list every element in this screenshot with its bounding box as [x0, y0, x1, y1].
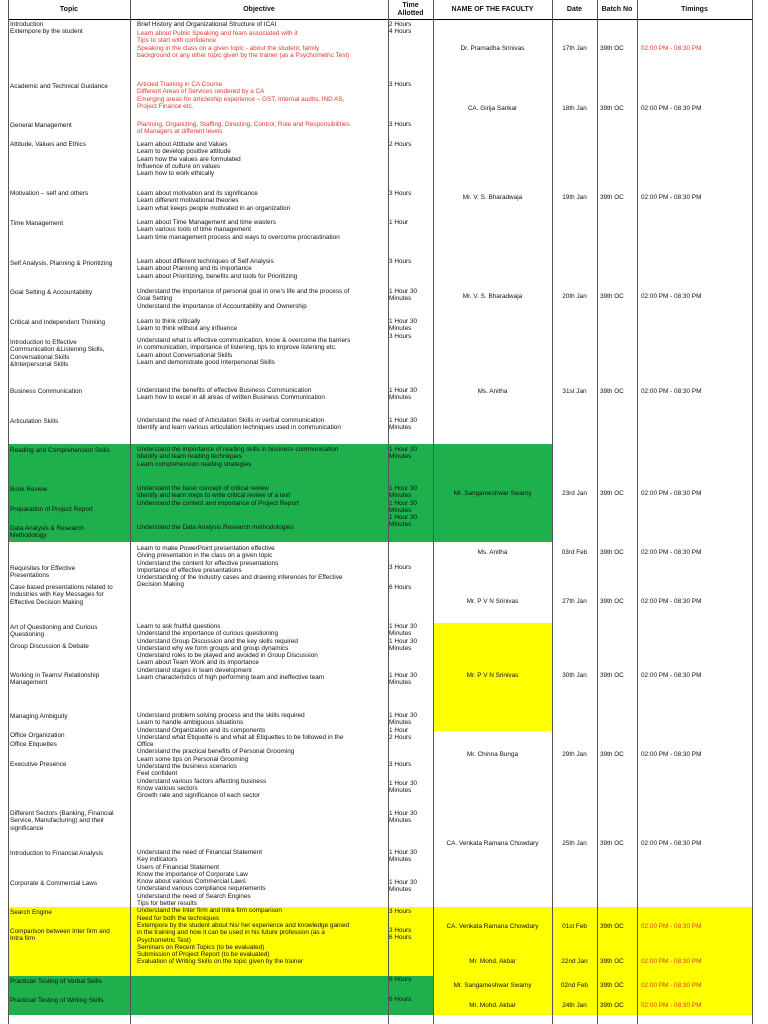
session-timings: 02:00 PM - 08:30 PM — [641, 293, 702, 300]
time-allotted-cell: 1 Hour 30 Minutes — [389, 387, 418, 402]
time-allotted-cell: 1 Hour 30 Minutes 3 Hours — [389, 318, 418, 340]
topic-cell: Managing Ambiguity — [10, 713, 68, 720]
objective-cell: Understand the basic concept of critical review Identify and learn steps to write critical review of a text Understand the content and importance of Project Report — [137, 485, 299, 507]
session-timings: 02:00 PM - 08:30 PM — [641, 1002, 702, 1009]
faculty-name: CA. Venkata Ramana Chowdary — [446, 840, 539, 847]
grid-line — [637, 0, 638, 1024]
session-timings: 02:00 PM - 08:30 PM — [641, 982, 702, 989]
faculty-name: Mr. Chinna Bunga — [466, 751, 519, 758]
topic-cell: Data Analysis & Research Methodology — [10, 525, 84, 540]
faculty-name: Ms. Anitha — [477, 388, 508, 395]
batch-number: 39th OC — [600, 751, 624, 758]
header-date: Date — [552, 0, 597, 20]
session-date: 24th Jan — [562, 1002, 587, 1009]
topic-cell: Art of Questioning and Curious Questioning — [10, 624, 98, 639]
session-date: 03rd Feb — [561, 549, 588, 556]
session-timings: 02:00 PM - 08:30 PM — [641, 598, 702, 605]
topic-cell: Self Analysis, Planning & Prioritizing — [10, 260, 113, 267]
faculty-name: CA. Girija Sankar — [467, 105, 518, 112]
session-date: 31st Jan — [562, 388, 587, 395]
objective-cell: Learn about Time Management and time wasters Learn various tools of time management Learn time management process and ways to overcome procrastination — [137, 219, 340, 241]
time-allotted-cell: 3 Hours — [389, 190, 412, 197]
session-date: 22nd Jan — [561, 958, 588, 965]
header-topic: Topic — [8, 0, 130, 20]
time-allotted-cell: 3 Hours 6 Hours — [389, 927, 412, 942]
faculty-name: Mr. Sangameshwar Swamy — [453, 982, 532, 989]
header-timings: Timings — [637, 0, 752, 20]
header-objective: Objective — [130, 0, 388, 20]
time-allotted-cell: 1 Hour 30 Minutes 1 Hour 30 Minutes 1 Hour 30 Minutes — [389, 485, 418, 529]
session-date: 01st Feb — [562, 923, 587, 930]
time-allotted-cell: 3 Hours — [389, 908, 412, 915]
batch-number: 39th OC — [600, 194, 624, 201]
session-timings: 02:00 PM - 08:30 PM — [641, 840, 702, 847]
session-timings: 02:00 PM - 08:30 PM — [641, 45, 702, 52]
session-date: 17th Jan — [562, 45, 587, 52]
time-allotted-cell: 3 Hours — [389, 761, 412, 768]
objective-cell: Learn to ask fruitful questions Understand the importance of curious questioning Understand Group Discussion and the key skills required Understand why we form groups and group dynamics Understand roles to be played and avoided in Group Discussion Learn about Team Work and its importance Understand stages in team development Learn characteristics of high performing team and ineffective team — [137, 623, 325, 682]
topic-cell: Case based presentations related to Industries with Key Messages for Effective Decision Making — [10, 584, 113, 606]
header-batch: Batch No — [597, 0, 637, 20]
batch-number: 39th OC — [600, 982, 624, 989]
topic-cell: Practical/ Testing of Writing Skills — [10, 997, 104, 1004]
topic-cell: Articulation Skills — [10, 418, 59, 425]
time-allotted-cell: 1 Hour 30 Minutes — [389, 672, 418, 687]
session-timings: 02:00 PM - 08:30 PM — [641, 105, 702, 112]
objective-cell: Learn about motivation and its significance Learn different motivational theories Learn what keeps people motivated in an organization — [137, 190, 291, 212]
objective-cell: Understand the need of Articulation Skills in verbal communication Identify and learn various articulation techniques used in communication — [137, 417, 341, 432]
time-allotted-cell: 1 Hour 30 Minutes — [389, 810, 418, 825]
objective-cell: Understand the need of Financial Statement Key indicators Users of Financial Statement Know the importance of Corporate Law Know about various Commercial Laws Understand various compliance requirements Understand the need of Search Engines Tips for better results Understand the Inter firm and Intra firm comparison Need for both the techniques Extempore by the student about his/ her experience and knowledge gained in the training and how it can be used in his future profession (as a Psychometric Test) Seminars on Recent Topics (to be evaluated) Submission of Project Report (to be evaluated) Evaluation of Writing Skills on the topic given by the trainer — [137, 849, 350, 966]
time-allotted-cell: 1 Hour 30 Minutes — [389, 417, 418, 432]
grid-line — [752, 0, 753, 1024]
faculty-name: Mr. P V N Srinivas — [466, 598, 519, 605]
objective-cell: Understand the benefits of effective Business Communication Learn how to excel in all areas of written Business Communication — [137, 387, 325, 402]
batch-number: 39th OC — [600, 672, 624, 679]
header-faculty: NAME OF THE FACULTY — [433, 0, 552, 20]
objective-cell: Understand what is effective communication, know & overcome the barriers in communication, importance of listening, tips to improve listening etc. Learn about Conversational Skills Learn and demonstrate good Interpersonal Skills — [137, 337, 351, 366]
time-allotted-cell: 1 Hour 30 Minutes 1 Hour 30 Minutes — [389, 623, 418, 652]
topic-cell: Group Discussion & Debate — [10, 643, 89, 650]
grid-line — [597, 0, 598, 1024]
session-date: 19th Jan — [562, 194, 587, 201]
session-timings: 02:00 PM - 08:30 PM — [641, 194, 702, 201]
session-date: 20th Jan — [562, 293, 587, 300]
objective-cell: Learn to think critically Learn to think without any influence — [137, 318, 238, 333]
topic-cell: Motivation – self and others — [10, 190, 89, 197]
faculty-name: Mr. Mohd. Akbar — [469, 1002, 516, 1009]
time-allotted-cell: 6 Hours — [389, 976, 412, 983]
time-allotted-cell: 1 Hour 30 Minutes — [389, 879, 418, 894]
topic-cell: Critical and Independent Thinking — [10, 319, 106, 326]
session-date: 18th Jan — [562, 105, 587, 112]
time-allotted-cell: 2 Hours — [389, 141, 412, 148]
topic-cell: Introduction to Effective Communication &Listening Skills, Conversational Skills &Interpersonal Skills — [10, 339, 105, 368]
time-allotted-cell: 1 Hour 30 Minutes — [389, 780, 418, 795]
batch-number: 39th OC — [600, 293, 624, 300]
time-allotted-cell: 3 Hours — [389, 81, 412, 88]
session-timings: 02:00 PM - 08:30 PM — [641, 751, 702, 758]
time-allotted-cell: 3 Hours — [389, 564, 412, 571]
topic-cell: Introduction to Financial Analysis — [10, 850, 104, 857]
grid-line — [433, 0, 434, 1024]
batch-number: 39th OC — [600, 549, 624, 556]
topic-cell: Goal Setting & Accountability — [10, 289, 93, 296]
topic-cell: Reading and Comprehension Skills — [10, 447, 110, 454]
faculty-name: Dr. Pramadha Srinivas — [460, 45, 525, 52]
session-date: 25th Jan — [562, 840, 587, 847]
faculty-name: Ms. Anitha — [477, 549, 508, 556]
session-date: 29th Jan — [562, 751, 587, 758]
topic-cell: Introduction Extempore by the student — [10, 21, 83, 36]
objective-cell: Understand problem solving process and the skills required Learn to handle ambiguous situations Understand Organization and its components Understand what Etiquette is and what all Etiquettes to be followed in the Office Understand the practical benefits of Personal Grooming Learn some tips on Personal Grooming Understand the business scenarios Feel confident Understand various factors affecting business Know various sectors Growth rate and significance of each sector — [137, 712, 344, 800]
topic-cell: Office Organization — [10, 732, 65, 739]
topic-cell: Practical/ Testing of Verbal Skills — [10, 978, 102, 985]
time-allotted-cell: 6 Hours — [389, 996, 412, 1003]
objective-cell: Learn about Attitude and Values Learn to develop positive attitude Learn how the values are formulated Influence of culture on values Learn how to work ethically — [137, 141, 241, 178]
objective-cell: Understand the Data Analysis Research methodologies — [137, 524, 294, 531]
topic-cell: Search Engine — [10, 909, 52, 916]
session-timings: 02:00 PM - 08:30 PM — [641, 549, 702, 556]
topic-cell: Business Communication — [10, 388, 83, 395]
objective-cell: Learn about different techniques of Self Analysis Learn about Planning and its importance Learn about Prioritizing, benefits and tools for Prioritizing — [137, 258, 298, 280]
topic-cell: Office Etiquettes — [10, 741, 57, 748]
time-allotted-cell: 6 Hours — [389, 584, 412, 591]
session-date: 30th Jan — [562, 672, 587, 679]
batch-number: 39th OC — [600, 105, 624, 112]
topic-cell: General Management — [10, 122, 72, 129]
time-allotted-cell: 1 Hour — [389, 219, 409, 226]
time-allotted-cell: 1 Hour 30 Minutes — [389, 849, 418, 864]
topic-cell: Comparison between Inter firm and Intra firm — [10, 928, 110, 943]
batch-number: 39th OC — [600, 598, 624, 605]
faculty-name: Mr. V. S. Bharadwaja — [462, 293, 523, 300]
topic-cell: Corporate & Commercial Laws — [10, 880, 98, 887]
session-timings: 02:00 PM - 08:30 PM — [641, 388, 702, 395]
grid-line — [8, 0, 9, 1024]
objective-cell: Learn to make PowerPoint presentation effective Giving presentation in the class on a given topic Understand the content for effective presentations Importance of effective presentations Understanding of the Industry cases and drawing inferences for Effective Decision Making — [137, 545, 343, 589]
faculty-name: Mr. P V N Srinivas — [466, 672, 519, 679]
batch-number: 39th OC — [600, 45, 624, 52]
time-allotted-cell: 2 Hours 4 Hours — [389, 21, 412, 36]
session-date: 02nd Feb — [560, 982, 588, 989]
session-timings: 02:00 PM - 08:30 PM — [641, 923, 702, 930]
topic-cell: Working in Teams/ Relationship Management — [10, 672, 100, 687]
objective-cell: Understand the importance of reading skills in business communication Identify and learn reading techniques Learn comprehension reading strategies — [137, 446, 339, 468]
faculty-name: Mr. V. S. Bharadwaja — [462, 194, 523, 201]
faculty-name: CA. Venkata Ramana Chowdary — [446, 923, 539, 930]
faculty-name: Mr. Mohd. Akbar — [469, 958, 516, 965]
topic-cell: Requisites for Effective Presentations — [10, 565, 76, 580]
grid-line — [552, 0, 553, 1024]
objective-cell: Learn about Public Speaking and fears associated with it Tips to start with confidence Speaking in the class on a given topic - about the student, family background or any other topic given by the trainer (as a Psychometric Test) — [137, 30, 350, 59]
time-allotted-cell: 1 Hour 30 Minutes 1 Hour 2 Hours — [389, 712, 418, 741]
batch-number: 39th OC — [600, 490, 624, 497]
objective-cell: Brief History and Organizational Structure of ICAI — [137, 21, 277, 28]
topic-cell: Academic and Technical Guidance — [10, 83, 108, 90]
batch-number: 39th OC — [600, 840, 624, 847]
topic-cell: Book Review — [10, 486, 48, 493]
batch-number: 39th OC — [600, 923, 624, 930]
batch-number: 39th OC — [600, 388, 624, 395]
batch-number: 39th OC — [600, 1002, 624, 1009]
time-allotted-cell: 3 Hours — [389, 121, 412, 128]
session-date: 27th Jan — [562, 598, 587, 605]
session-timings: 02:00 PM - 08:30 PM — [641, 490, 702, 497]
objective-cell: Articled Training in CA Course Different Areas of Services rendered by a CA Emerging areas for articleship experience – GST, Internal audits, IND AS, Project Finance etc. — [137, 81, 345, 110]
topic-cell: Different Sectors (Banking, Financial Service, Manufacturing) and their significance — [10, 810, 114, 832]
topic-cell: Executive Presence — [10, 761, 67, 768]
objective-cell: Understand the importance of personal goal in one’s life and the process of Goal Setting Understand the importance of Accountability and Ownership — [137, 288, 350, 310]
faculty-name: Mr. Sangameshwar Swamy — [453, 490, 532, 497]
time-allotted-cell: 1 Hour 30 Minutes — [389, 288, 418, 303]
topic-cell: Time Management — [10, 220, 64, 227]
session-timings: 02:00 PM - 08:30 PM — [641, 958, 702, 965]
session-date: 23rd Jan — [562, 490, 587, 497]
time-allotted-cell: 3 Hours — [389, 258, 412, 265]
topic-cell: Preparation of Project Report — [10, 506, 93, 513]
header-time-allotted: Time Allotted — [388, 0, 433, 20]
objective-cell: Planning, Organizing, Staffing, Directing, Control; Role and Responsibilities of Managers at different levels — [137, 121, 350, 136]
session-timings: 02:00 PM - 08:30 PM — [641, 672, 702, 679]
batch-number: 39th OC — [600, 958, 624, 965]
time-allotted-cell: 1 Hour 30 Minutes — [389, 446, 418, 461]
topic-cell: Attitude, Values and Ethics — [10, 141, 86, 148]
